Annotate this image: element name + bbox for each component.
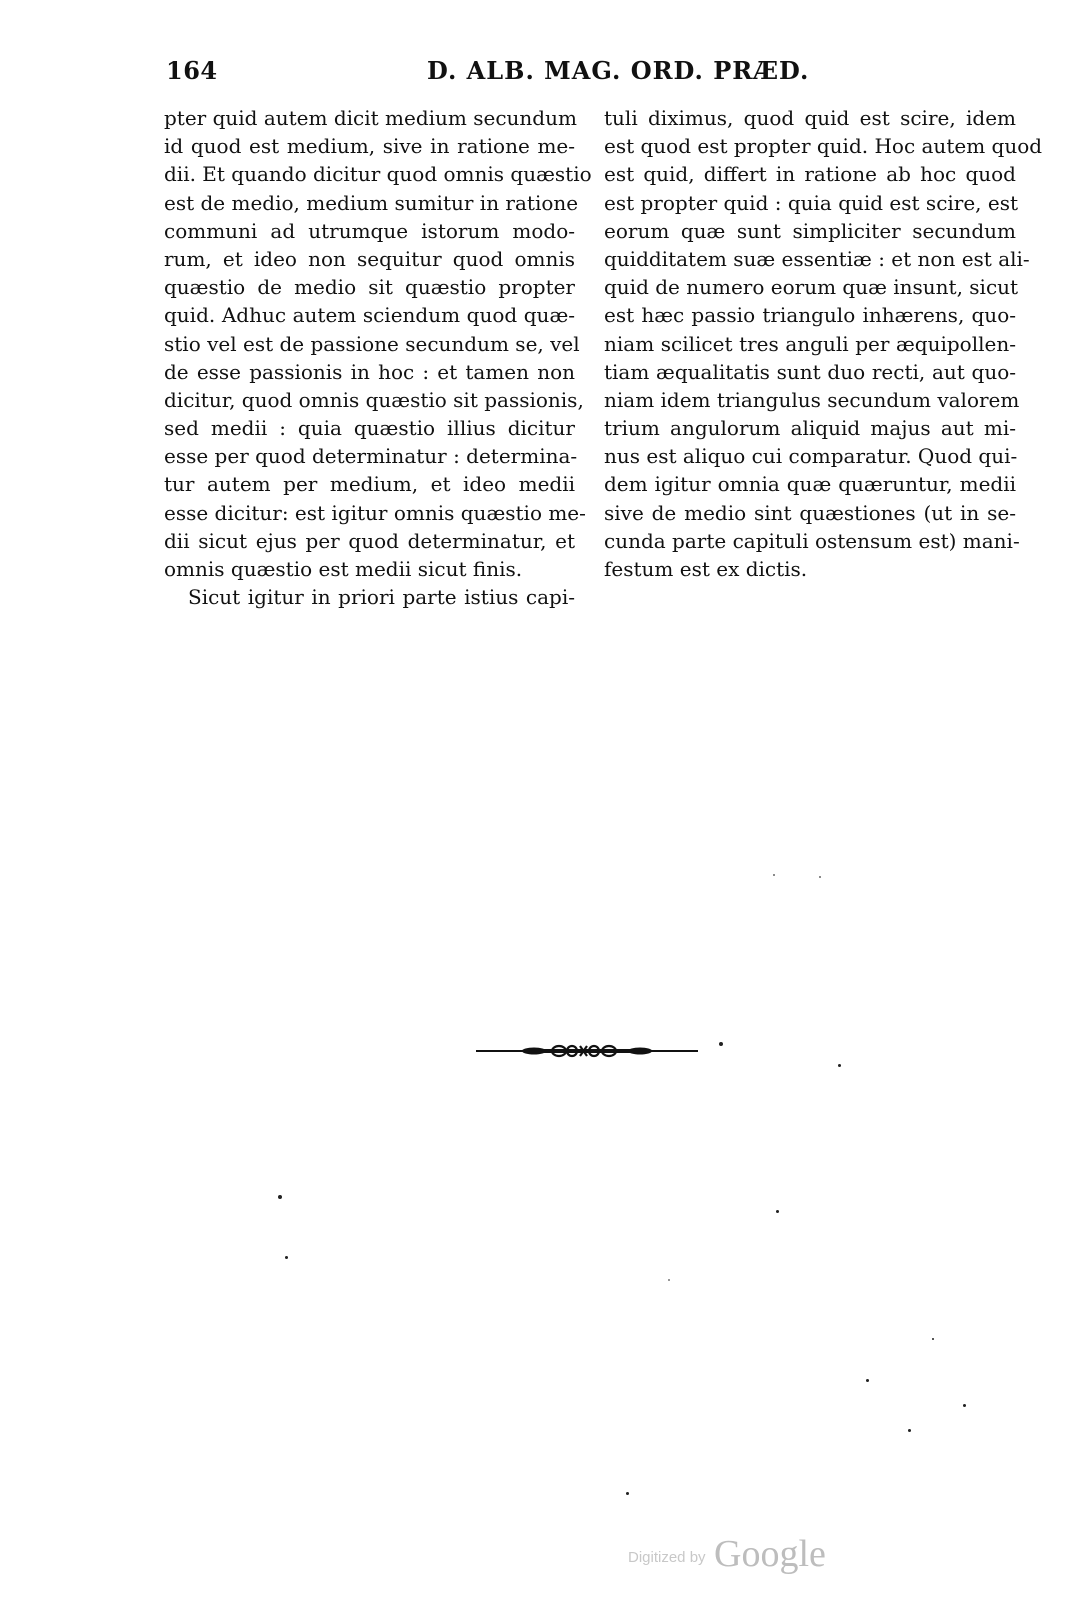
- running-head: D. ALB. MAG. ORD. PRÆD.: [427, 56, 810, 85]
- text-line: est quod est propter quid. Hoc autem quod: [604, 134, 1043, 159]
- scan-speck: [819, 876, 821, 878]
- scan-speck: [908, 1429, 911, 1432]
- text-line: dii. Et quando dicitur quod omnis quæstio: [164, 162, 592, 187]
- text-line: Sicut igitur in priori parte istius capi-: [188, 585, 575, 610]
- digitized-label: Digitized by: [628, 1549, 706, 1566]
- ornament-divider: [476, 1044, 698, 1058]
- text-line: quid. Adhuc autem sciendum quod quæ-: [164, 303, 575, 328]
- scan-speck: [285, 1256, 288, 1259]
- right-paragraph-1: [604, 104, 1043, 583]
- text-line: sive de medio sint quæstiones (ut in se-: [604, 500, 1016, 525]
- text-line: id quod est medium, sive in ratione me-: [164, 134, 575, 159]
- text-line: stio vel est de passione secundum se, vel: [164, 331, 580, 356]
- left-paragraph-1: [164, 104, 592, 583]
- text-line: dem igitur omnia quæ quæruntur, medii: [604, 472, 1016, 497]
- text-line: quæstio de medio sit quæstio propter: [164, 275, 575, 300]
- scan-speck: [932, 1338, 934, 1340]
- text-line: festum est ex dictis.: [604, 557, 808, 581]
- scan-speck: [963, 1404, 966, 1407]
- text-line: tuli diximus, quod quid est scire, idem: [604, 106, 1016, 130]
- text-line: niam idem triangulus secundum valorem: [604, 387, 1020, 412]
- text-line: rum, et ideo non sequitur quod omnis: [164, 246, 575, 271]
- text-line: dicitur, quod omnis quæstio sit passionis,: [164, 387, 584, 412]
- text-line: eorum quæ sunt simpliciter secundum: [604, 218, 1016, 243]
- text-line: est hæc passio triangulo inhærens, quo-: [604, 303, 1016, 328]
- text-line: sed medii : quia quæstio illius dicitur: [164, 416, 575, 441]
- text-line: tiam æqualitatis sunt duo recti, aut quo-: [604, 359, 1016, 384]
- scan-speck: [278, 1195, 282, 1199]
- scan-speck: [719, 1042, 723, 1046]
- left-paragraph-2: [164, 583, 575, 611]
- text-line: est quid, differt in ratione ab hoc quod: [604, 162, 1016, 187]
- text-line: cunda parte capituli ostensum est) mani-: [604, 528, 1020, 553]
- right-column: [604, 104, 1043, 583]
- text-line: esse dicitur: est igitur omnis quæstio me-: [164, 500, 586, 525]
- scan-speck: [838, 1064, 841, 1067]
- google-logo: Google: [714, 1533, 826, 1575]
- left-column: [164, 104, 592, 611]
- text-line: de esse passionis in hoc : et tamen non: [164, 359, 575, 384]
- text-line: communi ad utrumque istorum modo-: [164, 218, 575, 243]
- text-line: quidditatem suæ essentiæ : et non est ali-: [604, 246, 1030, 271]
- text-line: est propter quid : quia quid est scire, est: [604, 190, 1019, 215]
- scan-speck: [776, 1210, 779, 1213]
- page-number: 164: [166, 56, 218, 85]
- text-line: pter quid autem dicit medium secundum: [164, 106, 577, 130]
- text-line: tur autem per medium, et ideo medii: [164, 472, 575, 497]
- scan-speck: [626, 1492, 629, 1495]
- text-line: trium angulorum aliquid majus aut mi-: [604, 416, 1016, 441]
- text-line: esse per quod determinatur : determina-: [164, 444, 578, 469]
- scan-speck: [773, 874, 775, 876]
- text-line: nus est aliquo cui comparatur. Quod qui-: [604, 444, 1018, 469]
- text-line: quid de numero eorum quæ insunt, sicut: [604, 275, 1019, 300]
- text-line: dii sicut ejus per quod determinatur, et: [164, 528, 575, 553]
- text-line: est de medio, medium sumitur in ratione: [164, 190, 579, 215]
- scan-speck: [668, 1279, 670, 1281]
- digitized-watermark: [628, 1532, 826, 1576]
- scan-speck: [866, 1379, 869, 1382]
- text-line: niam scilicet tres anguli per æquipollen-: [604, 331, 1016, 356]
- text-line: omnis quæstio est medii sicut finis.: [164, 557, 523, 581]
